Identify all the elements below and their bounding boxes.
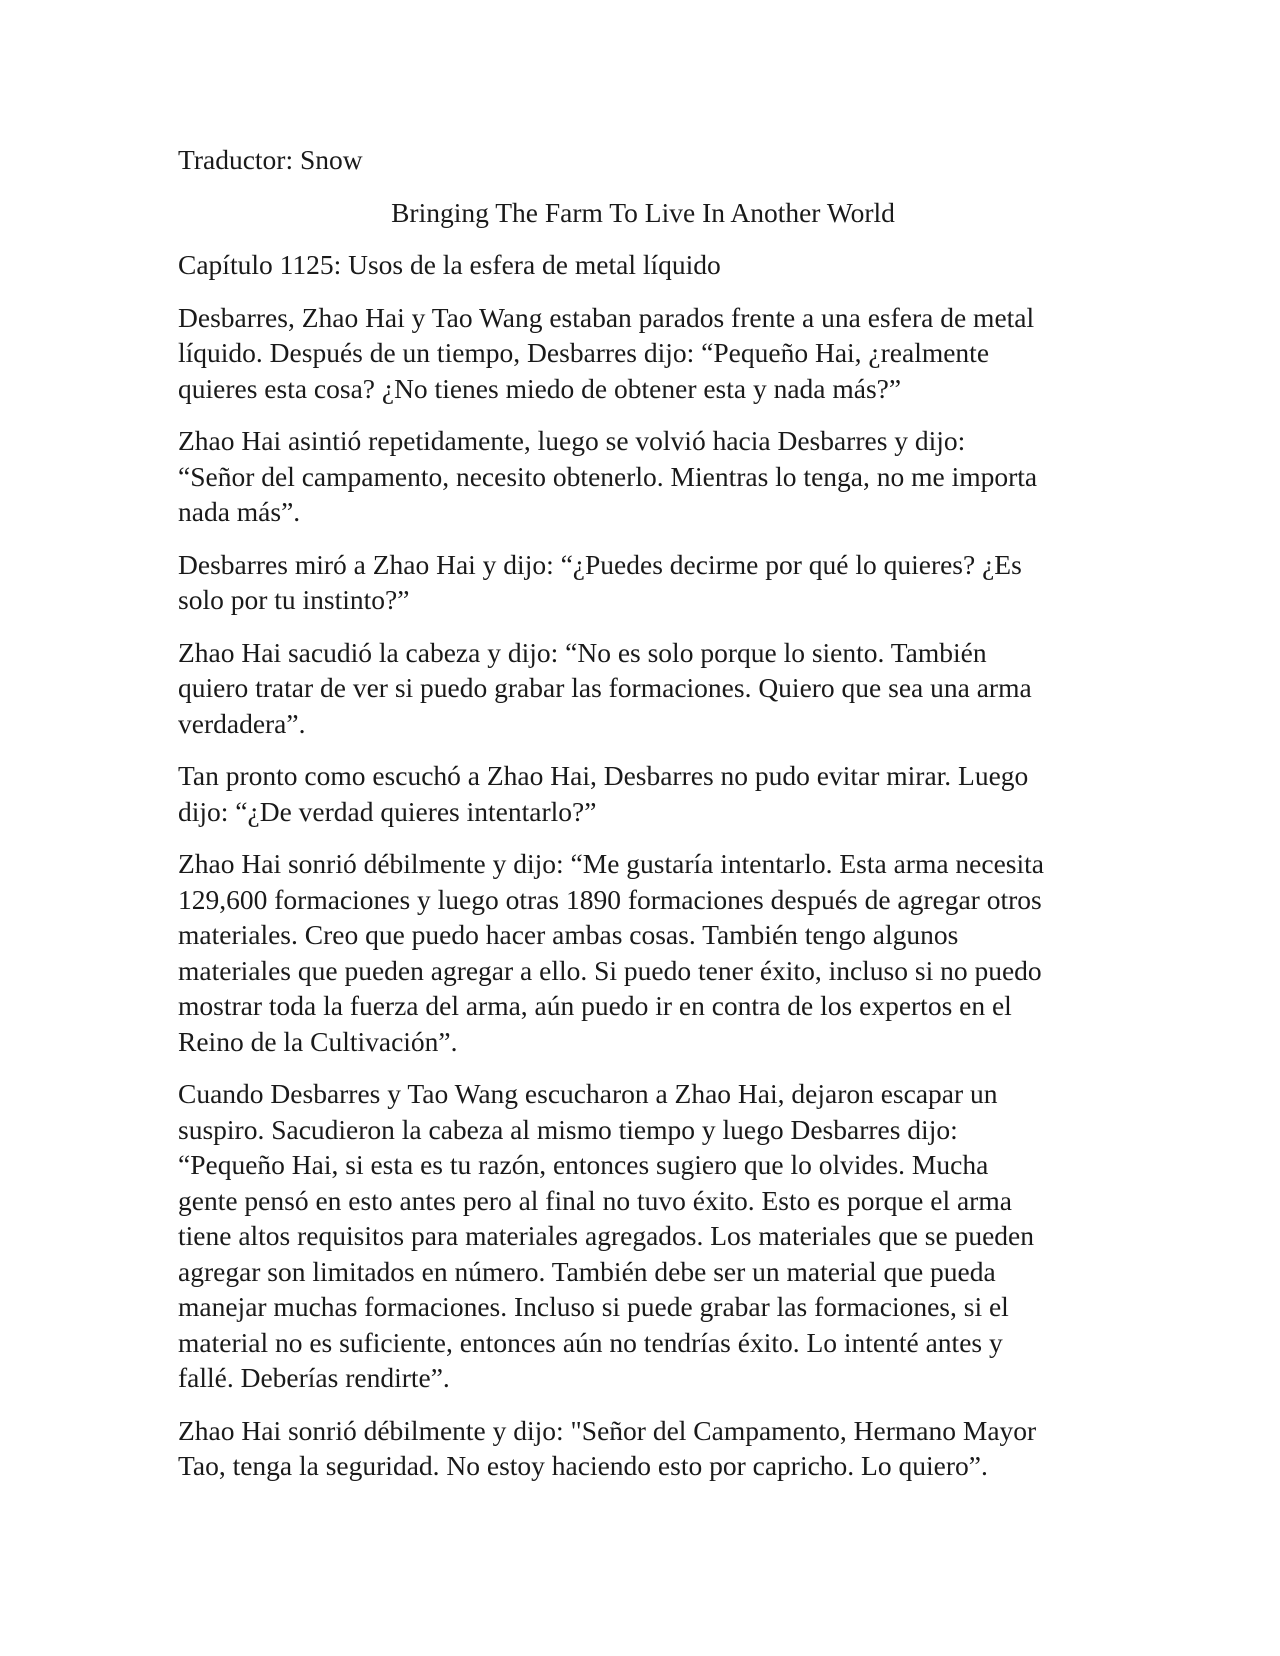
paragraph-line: Cuando Desbarres y Tao Wang escucharon a Zhao Hai, dejaron escapar un xyxy=(178,1078,998,1109)
paragraph-line: suspiro. Sacudieron la cabeza al mismo tiempo y luego Desbarres dijo: xyxy=(178,1113,958,1145)
paragraph-line: agregar son limitados en número. También debe ser un material que pueda xyxy=(178,1255,996,1287)
paragraph-line: materiales que pueden agregar a ello. Si puedo tener éxito, incluso si no puedo xyxy=(178,954,1042,986)
paragraph-line: fallé. Deberías rendirte”. xyxy=(178,1362,450,1393)
document-page xyxy=(178,142,1108,1501)
body-text xyxy=(178,300,1108,1484)
paragraph-line: Reino de la Cultivación”. xyxy=(178,1025,458,1057)
paragraph xyxy=(178,846,1108,1059)
paragraph-line: Zhao Hai sonrió débilmente y dijo: “Me gustaría intentarlo. Esta arma necesita xyxy=(178,848,1044,879)
book-title: Bringing The Farm To Live In Another World xyxy=(391,196,895,228)
paragraph-line: Zhao Hai sacudió la cabeza y dijo: “No es solo porque lo siento. También xyxy=(178,636,987,668)
translator-credit: Traductor: Snow xyxy=(178,144,363,175)
paragraph-line: “Pequeño Hai, si esta es tu razón, entonces sugiero que lo olvides. Mucha xyxy=(178,1149,989,1180)
paragraph-line: Tan pronto como escuchó a Zhao Hai, Desbarres no pudo evitar mirar. Luego xyxy=(178,760,1029,791)
paragraph xyxy=(178,423,1108,530)
paragraph-line: quiero tratar de ver si puedo grabar las formaciones. Quiero que sea una arma xyxy=(178,672,1032,703)
paragraph xyxy=(178,1413,1108,1484)
paragraph-line: Zhao Hai asintió repetidamente, luego se volvió hacia Desbarres y dijo: xyxy=(178,425,966,456)
paragraph-line: Zhao Hai sonrió débilmente y dijo: "Señor del Campamento, Hermano Mayor xyxy=(178,1414,1037,1446)
paragraph-line: líquido. Después de un tiempo, Desbarres dijo: “Pequeño Hai, ¿realmente xyxy=(178,337,990,368)
paragraph-line: verdadera”. xyxy=(178,707,306,739)
paragraph-line: Desbarres miró a Zhao Hai y dijo: “¿Puedes decirme por qué lo quieres? ¿Es xyxy=(178,548,1022,580)
paragraph-line: “Señor del campamento, necesito obtenerlo. Mientras lo tenga, no me importa xyxy=(178,460,1038,492)
paragraph-line: tiene altos requisitos para materiales agregados. Los materiales que se pueden xyxy=(178,1220,1035,1251)
paragraph xyxy=(178,635,1108,742)
paragraph xyxy=(178,300,1108,407)
chapter-heading: Capítulo 1125: Usos de la esfera de metal líquido xyxy=(178,249,721,280)
paragraph-line: materiales. Creo que puedo hacer ambas cosas. También tengo algunos xyxy=(178,919,959,950)
paragraph xyxy=(178,1076,1108,1396)
paragraph-line: Tao, tenga la seguridad. No estoy haciendo esto por capricho. Lo quiero”. xyxy=(178,1450,988,1481)
paragraph-line: dijo: “¿De verdad quieres intentarlo?” xyxy=(178,795,597,827)
paragraph-line: solo por tu instinto?” xyxy=(178,584,410,615)
paragraph-line: 129,600 formaciones y luego otras 1890 formaciones después de agregar otros xyxy=(178,883,1042,915)
paragraph-line: manejar muchas formaciones. Incluso si puede grabar las formaciones, si el xyxy=(178,1291,1009,1322)
paragraph-line: material no es suficiente, entonces aún no tendrías éxito. Lo intenté antes y xyxy=(178,1326,1003,1358)
paragraph-line: nada más”. xyxy=(178,496,301,527)
paragraph xyxy=(178,758,1108,829)
paragraph-line: mostrar toda la fuerza del arma, aún puedo ir en contra de los expertos en el xyxy=(178,990,1012,1021)
paragraph-line: quieres esta cosa? ¿No tienes miedo de obtener esta y nada más?” xyxy=(178,372,902,404)
paragraph-line: Desbarres, Zhao Hai y Tao Wang estaban parados frente a una esfera de metal xyxy=(178,301,1035,333)
paragraph xyxy=(178,547,1108,618)
paragraph-line: gente pensó en esto antes pero al final no tuvo éxito. Esto es porque el arma xyxy=(178,1184,1012,1216)
